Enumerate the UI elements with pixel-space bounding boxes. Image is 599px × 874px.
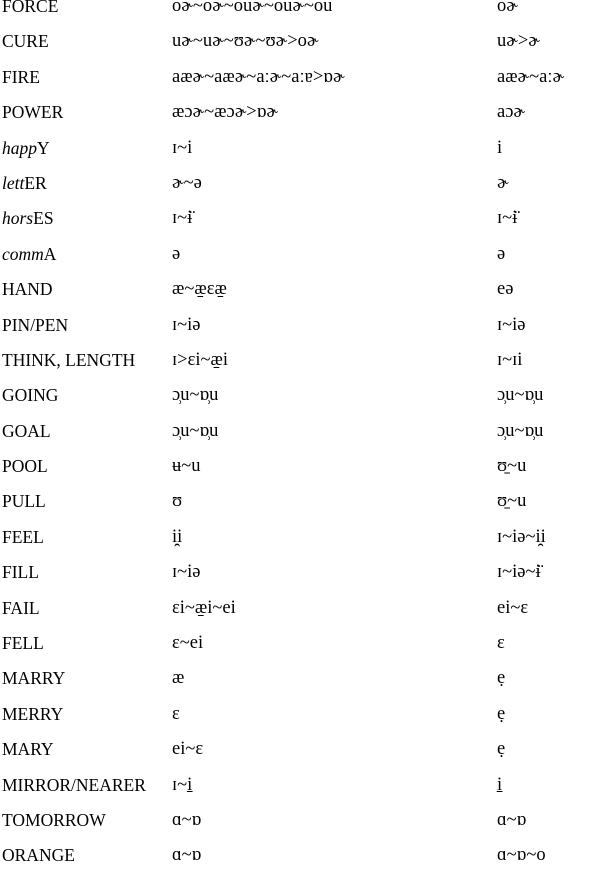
lexical-set-label xyxy=(2,484,46,519)
lexical-set-label xyxy=(2,520,44,555)
table-row xyxy=(0,237,599,272)
transcription-column-2: æ~æ̠ɛæ̠ xyxy=(172,279,227,300)
transcription-column-3: eə xyxy=(497,279,514,300)
transcription-column-3: ei~ɛ xyxy=(497,597,529,618)
lexical-set-label xyxy=(2,343,135,378)
transcription-column-2: ɛ~ei xyxy=(172,633,204,654)
lexical-set-caps-part: GOING xyxy=(2,385,59,406)
table-row xyxy=(0,449,599,484)
transcription-column-2: ɑ~ɒ xyxy=(172,809,202,830)
lexical-set-label xyxy=(2,308,68,343)
lexical-set-label xyxy=(2,272,53,307)
transcription-column-3: ẹ xyxy=(497,703,506,724)
transcription-column-3: ɑ~ɒ xyxy=(497,809,527,830)
transcription-column-3: ɪ~ɪi xyxy=(497,349,523,370)
lexical-set-label xyxy=(2,166,47,201)
transcription-column-3: i xyxy=(497,137,503,158)
lexical-set-label xyxy=(2,626,44,661)
transcription-column-2: ɪ~ɨ̈ xyxy=(172,208,193,229)
transcription-column-3: ɛ xyxy=(497,633,505,654)
transcription-column-2: ʉ~u xyxy=(172,456,201,477)
table-row xyxy=(0,272,599,307)
table-row xyxy=(0,414,599,449)
lexical-set-caps-part: Y xyxy=(37,137,50,158)
lexical-set-label xyxy=(2,555,39,590)
lexical-set-label xyxy=(2,0,58,24)
transcription-column-3: ẹ xyxy=(497,739,506,760)
transcription-column-2: ɛi~æ̠i~ei xyxy=(172,597,236,618)
lexical-set-caps-part: POWER xyxy=(2,102,64,123)
lexical-set-caps-part: FORCE xyxy=(2,0,59,16)
lexical-set-caps-part: FIRE xyxy=(2,66,40,87)
transcription-column-3: uɚ>ɚ xyxy=(497,31,540,52)
lexical-set-caps-part: MERRY xyxy=(2,703,64,724)
transcription-column-3: ɪ~iə xyxy=(497,314,526,335)
table-row xyxy=(0,0,599,24)
table-row xyxy=(0,201,599,236)
table-row xyxy=(0,591,599,626)
transcription-column-2: æɔɚ~æɔɚ>ɒɚ xyxy=(172,102,279,123)
transcription-column-3: ʊ̠~u xyxy=(497,456,527,477)
lexical-set-caps-part: PULL xyxy=(2,491,46,512)
lexical-set-caps-part: MARRY xyxy=(2,668,66,689)
transcription-column-2: aæɚ~aæɚ~aːɚ~aːɐ>ɒɚ xyxy=(172,66,345,87)
table-row xyxy=(0,626,599,661)
table-row xyxy=(0,520,599,555)
lexical-set-label xyxy=(2,732,54,767)
transcription-column-3: ə xyxy=(497,243,506,264)
lexical-set-caps-part: A xyxy=(43,243,57,264)
transcription-column-3: ɔ̹u~ɒ̹u xyxy=(497,420,544,441)
table-row xyxy=(0,838,599,873)
transcription-column-2: ə xyxy=(172,243,181,264)
transcription-column-2: ɪ~i xyxy=(172,137,193,158)
transcription-column-3: ẹ xyxy=(497,668,506,689)
lexical-set-caps-part: FILL xyxy=(2,562,39,583)
table-row xyxy=(0,95,599,130)
lexical-set-caps-part: PIN/PEN xyxy=(2,314,69,335)
lexical-set-caps-part: ORANGE xyxy=(2,845,75,866)
table-row xyxy=(0,378,599,413)
lexical-set-italic-part: happ xyxy=(2,137,37,158)
lexical-set-caps-part: MARY xyxy=(2,739,54,760)
lexical-set-label xyxy=(2,201,54,236)
transcription-column-2: ɪ~iə xyxy=(172,314,201,335)
lexical-set-label xyxy=(2,768,146,803)
transcription-column-2: ɑ~ɒ xyxy=(172,845,202,866)
table-row xyxy=(0,803,599,838)
transcription-column-3: ɪ~iə~ɨ̈ xyxy=(497,562,541,583)
transcription-column-3: ɔ̹u~ɒ̹u xyxy=(497,385,544,406)
transcription-column-2: ɔ̹u~ɒ̹u xyxy=(172,385,219,406)
lexical-set-label xyxy=(2,838,75,873)
table-row xyxy=(0,697,599,732)
transcription-column-2: ʊ xyxy=(172,491,183,512)
table-row xyxy=(0,166,599,201)
transcription-column-3: i̠ xyxy=(497,774,503,795)
lexical-set-caps-part: FAIL xyxy=(2,597,40,618)
transcription-column-2: ɔ̹u~ɒ̹u xyxy=(172,420,219,441)
transcription-column-3: aæɚ~aːɚ xyxy=(497,66,565,87)
lexical-set-caps-part: GOAL xyxy=(2,420,51,441)
transcription-column-2: ɛ xyxy=(172,703,180,724)
transcription-column-2: ɪ~i̠ xyxy=(172,774,193,795)
lexical-set-label xyxy=(2,449,48,484)
lexical-set-caps-part: THINK, LENGTH xyxy=(2,349,136,370)
lexical-set-caps-part: MIRROR/NEARER xyxy=(2,774,146,795)
transcription-column-3: aɔɚ xyxy=(497,102,526,123)
lexical-set-caps-part: ER xyxy=(24,172,47,193)
transcription-column-2: ɚ~ə xyxy=(172,172,202,193)
transcription-column-3: ɑ~ɒ~o xyxy=(497,845,546,866)
lexical-set-caps-part: ES xyxy=(33,208,54,229)
transcription-column-2: oɚ~oɚ~ouɚ~ouɚ~ou xyxy=(172,0,333,16)
lexical-set-caps-part: POOL xyxy=(2,456,48,477)
transcription-column-3: ɪ~iə~i̯i xyxy=(497,526,546,547)
table-row xyxy=(0,732,599,767)
lexical-set-label xyxy=(2,60,40,95)
lexical-set-caps-part: TOMORROW xyxy=(2,809,106,830)
lexical-set-label xyxy=(2,95,63,130)
table-row xyxy=(0,768,599,803)
table-row xyxy=(0,661,599,696)
transcription-column-2: æ xyxy=(172,668,185,689)
transcription-column-2: uɚ~uɚ~ʊɚ~ʊɚ>oɚ xyxy=(172,31,319,52)
transcription-column-3: ɪ~ɨ̈ xyxy=(497,208,518,229)
lexical-set-label xyxy=(2,661,65,696)
lexical-set-label xyxy=(2,591,40,626)
lexical-set-label xyxy=(2,378,58,413)
lexical-set-label xyxy=(2,697,63,732)
table-row xyxy=(0,308,599,343)
lexical-set-label xyxy=(2,803,106,838)
table-row xyxy=(0,60,599,95)
table-row xyxy=(0,555,599,590)
transcription-column-3: ɚ xyxy=(497,172,509,193)
transcription-column-3: ʊ̠~u xyxy=(497,491,527,512)
lexical-set-caps-part: CURE xyxy=(2,31,49,52)
lexical-set-caps-part: HAND xyxy=(2,279,53,300)
table-row xyxy=(0,131,599,166)
lexical-set-label xyxy=(2,24,49,59)
transcription-column-2: ei~ɛ xyxy=(172,739,204,760)
transcription-column-2: ɪ~iə xyxy=(172,562,201,583)
lexical-set-label xyxy=(2,414,51,449)
table-row xyxy=(0,24,599,59)
lexical-set-label xyxy=(2,131,50,166)
table-row xyxy=(0,484,599,519)
lexical-set-caps-part: FEEL xyxy=(2,526,44,547)
lexical-set-italic-part: comm xyxy=(2,243,44,264)
lexical-set-italic-part: lett xyxy=(2,172,25,193)
lexical-set-label xyxy=(2,237,56,272)
transcription-column-2: ɪ>ɛi~æ̠i xyxy=(172,349,228,370)
lexical-set-italic-part: hors xyxy=(2,208,34,229)
lexical-set-caps-part: FELL xyxy=(2,633,44,654)
table-row xyxy=(0,343,599,378)
transcription-column-3: oɚ xyxy=(497,0,518,16)
transcription-column-2: i̯i xyxy=(172,526,183,547)
